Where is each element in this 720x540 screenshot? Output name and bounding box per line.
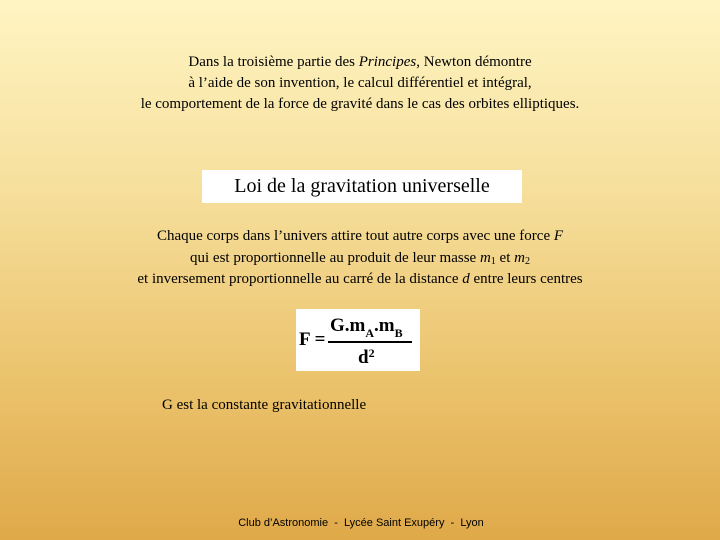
subscript-b: B <box>394 326 403 340</box>
mass-2-variable: m <box>514 249 525 266</box>
law-line-1 <box>0 226 720 248</box>
intro-line-3: le comportement de la force de gravité dans le cas des orbites elliptiques. <box>140 96 580 112</box>
law-line-3-end: entre leurs centres <box>469 271 583 287</box>
gravitation-formula <box>296 309 420 371</box>
footer-credit: Club d’Astronomie - Lycée Saint Exupéry - Lyon <box>238 517 484 529</box>
formula-lhs: F = <box>299 329 326 350</box>
formula-numerator <box>330 315 403 340</box>
formula-denominator <box>358 347 375 369</box>
numerator-part-a: G.m <box>330 315 366 336</box>
intro-line-2: à l’aide de son invention, le calcul différentiel et intégral, <box>188 75 532 91</box>
subscript-a: A <box>365 326 375 340</box>
law-line-2-conjunction: et <box>495 249 515 266</box>
intro-line-1-end: , Newton démontre <box>416 54 532 70</box>
principes-title: Principes <box>358 54 417 70</box>
numerator-part-b: .m <box>374 315 395 336</box>
law-line-2-text: qui est proportionnelle au produit de leur masse <box>190 249 480 266</box>
law-line-3 <box>0 269 720 291</box>
law-line-1-text: Chaque corps dans l’univers attire tout autre corps avec une force <box>156 228 554 244</box>
intro-paragraph <box>0 52 720 115</box>
fraction-bar <box>328 341 412 343</box>
intro-line-1 <box>0 52 720 73</box>
mass-1-subscript: 1 <box>490 255 496 267</box>
denominator-base: d <box>358 347 369 368</box>
intro-line-1-start: Dans la troisième partie des <box>188 54 359 70</box>
denominator-exponent: 2 <box>368 346 375 360</box>
law-statement <box>0 226 720 291</box>
law-title: Loi de la gravitation universelle <box>202 170 522 203</box>
law-line-3-text: et inversement proportionnelle au carré de la distance <box>137 271 463 287</box>
force-variable: F <box>553 228 564 244</box>
mass-2-subscript: 2 <box>524 255 530 267</box>
mass-1-variable: m <box>479 249 491 266</box>
constant-explanation: G est la constante gravitationnelle <box>162 397 367 413</box>
distance-variable: d <box>462 271 470 287</box>
law-line-2 <box>0 248 720 270</box>
